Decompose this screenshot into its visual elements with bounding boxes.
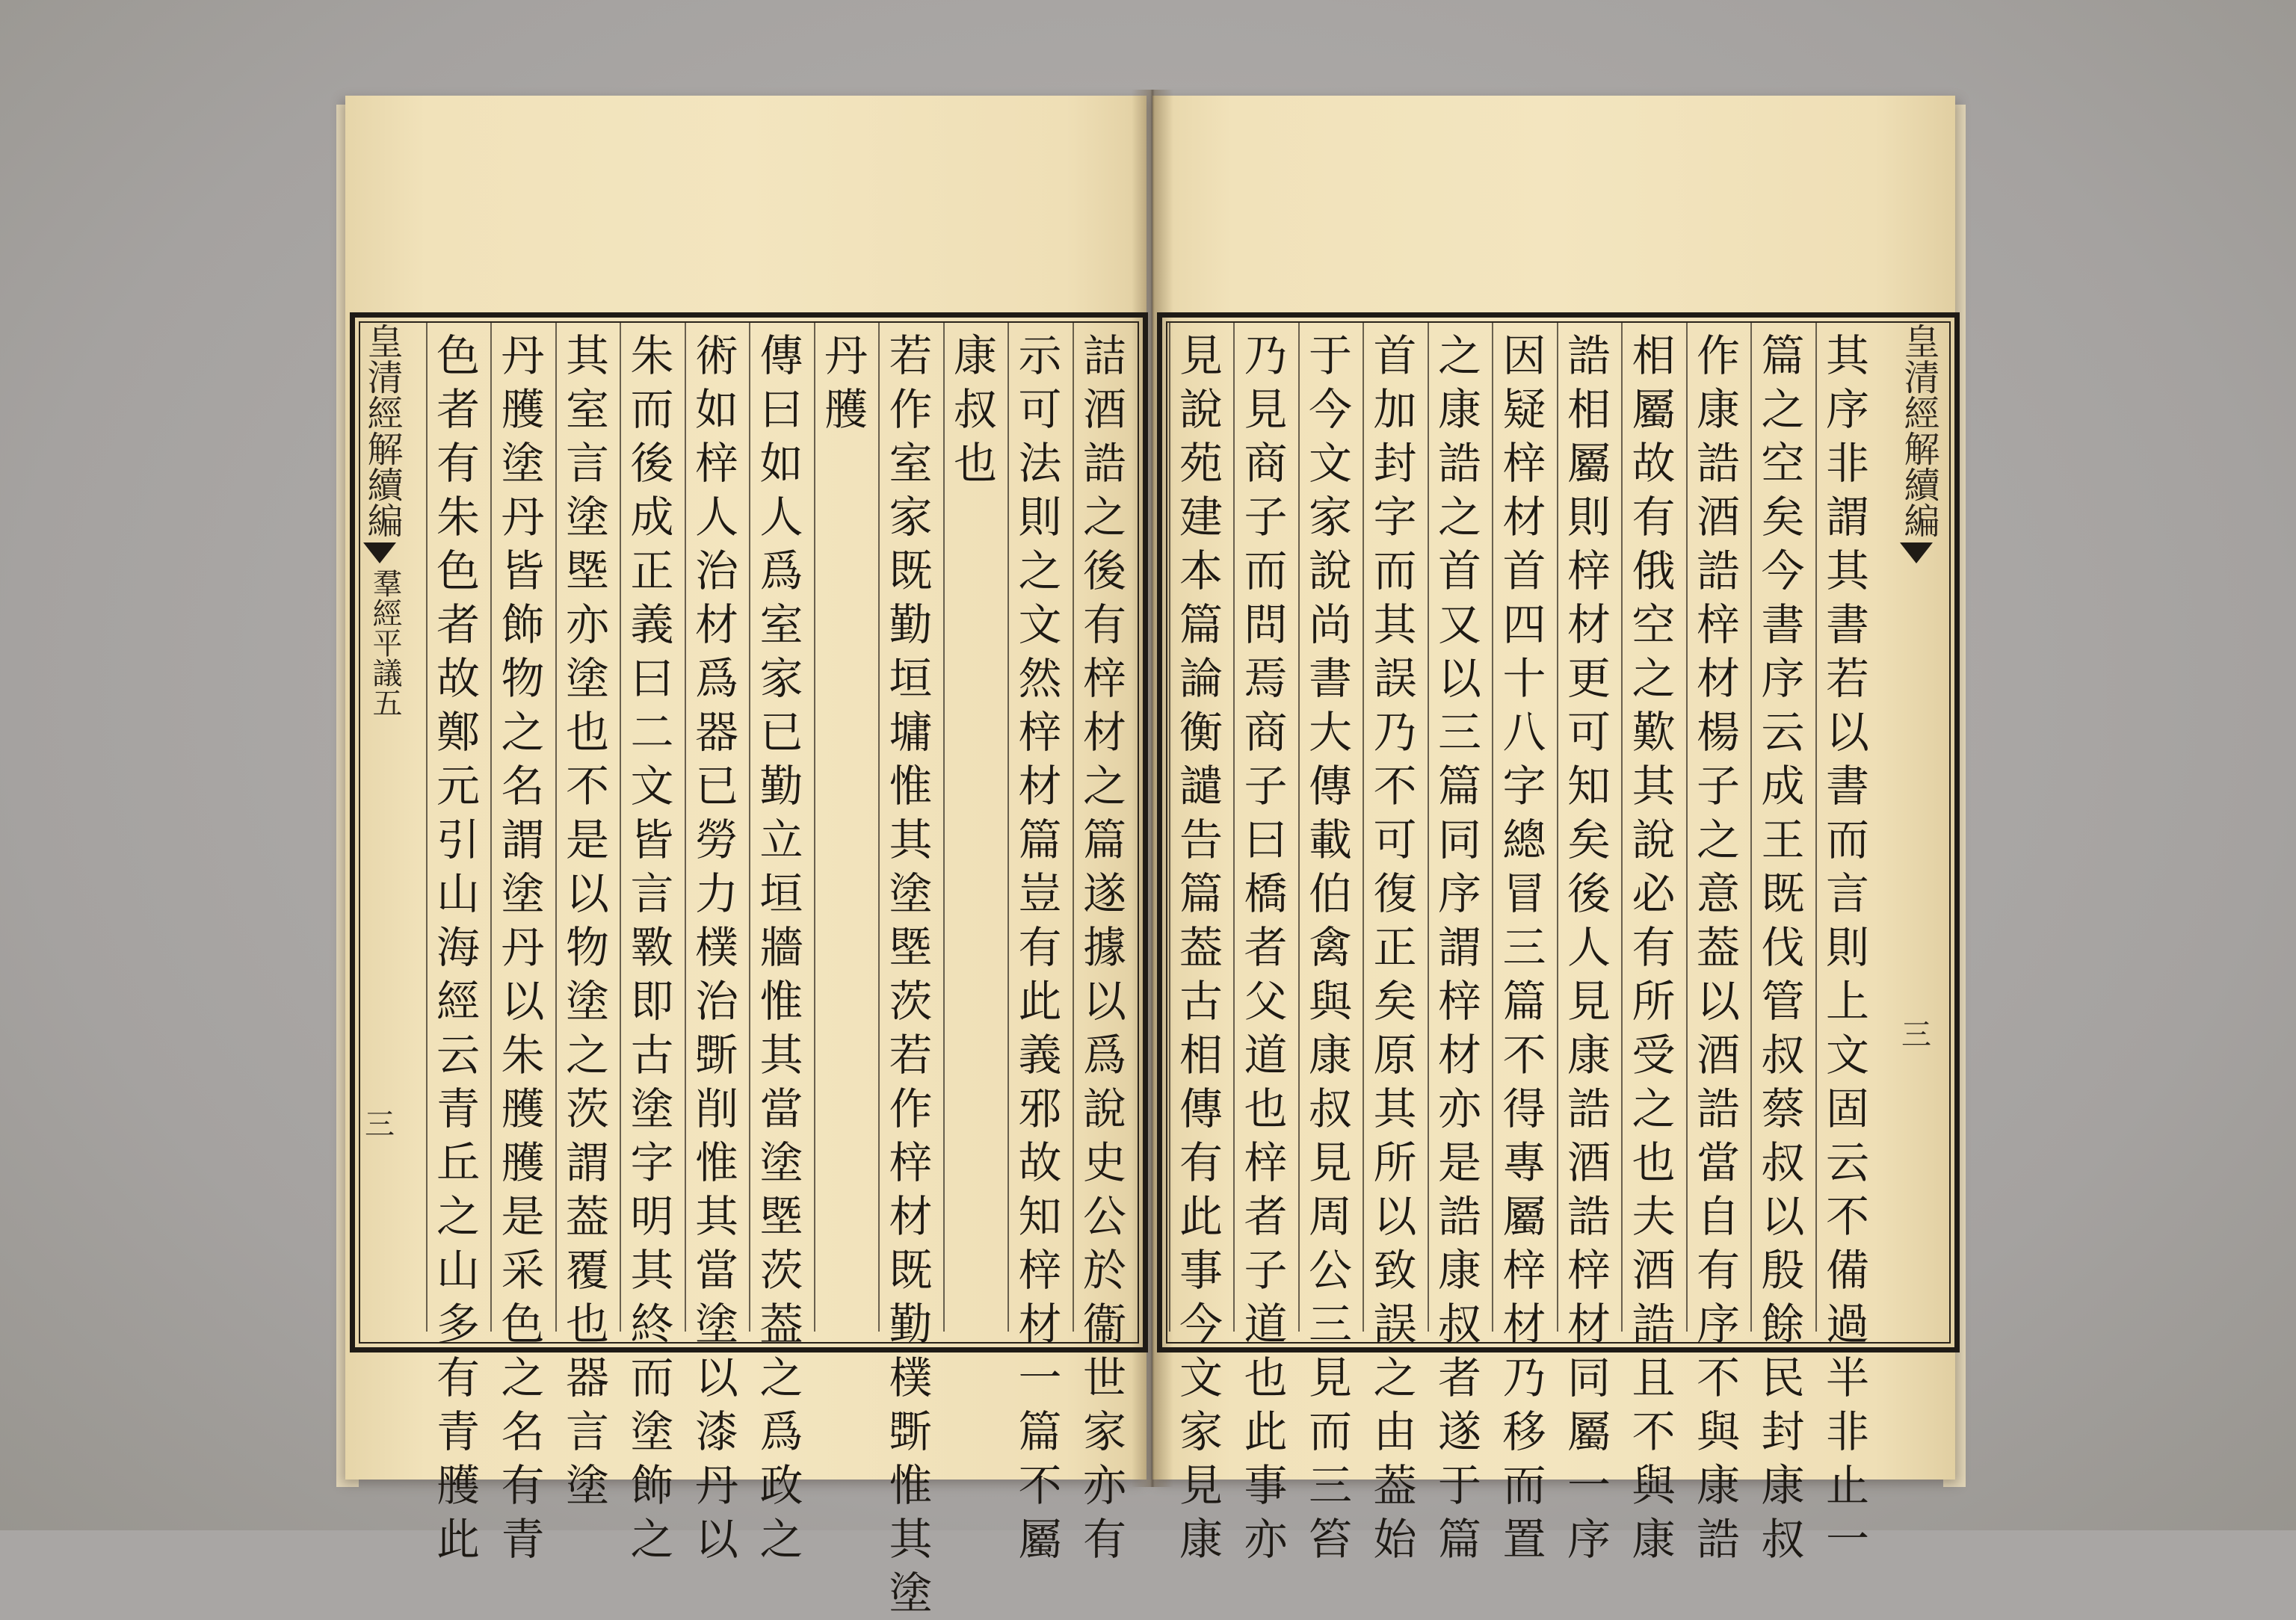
left-margin-band [353, 323, 407, 1332]
right-column-6: 因 疑 梓 材 首 四 十 八 字 總 冒 三 篇 不 得 專 屬 梓 材 乃 移 而 置 [1502, 330, 1546, 1565]
right-column-rule [1428, 323, 1429, 1332]
margin-folio: 三 [365, 1107, 395, 1142]
left-column-rule [620, 323, 621, 1332]
right-column-rule [1492, 323, 1493, 1332]
left-column-6: 傳 曰 如 人 爲 室 家 已 勤 立 垣 牆 惟 其 當 塗 塈 茨 葢 之 爲 政 之 [759, 330, 803, 1565]
left-column-7: 術 如 梓 人 治 材 爲 器 已 勞 力 樸 治 斲 削 惟 其 當 塗 以 漆 丹 以 [694, 330, 738, 1565]
right-column-10: 乃 見 商 子 而 問 焉 商 子 曰 橋 者 父 道 也 梓 者 子 道 也 此 事 亦 [1244, 330, 1288, 1565]
left-column-rule [814, 323, 815, 1332]
left-column-rule [878, 323, 880, 1332]
right-column-7: 之 康 誥 之 首 又 以 三 篇 同 序 謂 梓 材 亦 是 誥 康 叔 者 遂 于 篇 [1437, 330, 1481, 1565]
left-column-rule [1007, 323, 1009, 1332]
margin-section: 羣經平議五 [368, 568, 402, 717]
right-column-3: 作 康 誥 酒 誥 梓 材 楊 子 之 意 葢 以 酒 誥 當 自 有 序 不 與 康 誥 [1696, 330, 1740, 1565]
left-column-4: 若 作 室 家 既 勤 垣 墉 惟 其 塗 塈 茨 若 作 梓 材 既 勤 樸 斲 惟 其 塗 [889, 330, 933, 1619]
fishtail-ornament-icon [363, 542, 396, 563]
margin-title: 皇清經解續編 [361, 323, 403, 538]
left-column-9: 其 室 言 塗 塈 亦 塗 也 不 是 以 物 塗 之 茨 謂 葢 覆 也 器 言 塗 [565, 330, 609, 1511]
right-column-rule [1621, 323, 1623, 1332]
right-column-9: 于 今 文 家 說 尚 書 大 傳 載 伯 禽 與 康 叔 見 周 公 三 見 而 三 笞 [1308, 330, 1352, 1565]
right-column-1: 其 序 非 謂 其 書 若 以 書 而 言 則 上 文 固 云 不 備 過 半 非 止 一 [1825, 330, 1869, 1565]
right-column-rule [1557, 323, 1558, 1332]
right-column-8: 首 加 封 字 而 其 誤 乃 不 可 復 正 矣 原 其 所 以 致 誤 之 由 葢 始 [1373, 330, 1417, 1565]
right-column-rule [1298, 323, 1300, 1332]
left-column-rule [943, 323, 945, 1332]
right-column-5: 誥 相 屬 則 梓 材 更 可 知 矣 後 人 見 康 誥 酒 誥 梓 材 同 屬 一 序 [1567, 330, 1611, 1565]
left-column-rule [426, 323, 428, 1332]
right-column-rule [1750, 323, 1752, 1332]
left-column-rule [685, 323, 686, 1332]
left-column-3: 康 叔 也 [953, 330, 997, 489]
left-column-rule [1073, 323, 1074, 1332]
left-column-1: 詰 酒 誥 之 後 有 梓 材 之 篇 遂 據 以 爲 說 史 公 於 衞 世 家 亦 有 [1082, 330, 1126, 1565]
right-column-rule [1815, 323, 1817, 1332]
left-column-rule [555, 323, 557, 1332]
fishtail-ornament-icon [1900, 542, 1933, 563]
right-column-rule [1686, 323, 1688, 1332]
right-column-4: 相 屬 故 有 俄 空 之 歎 其 說 必 有 所 受 之 也 夫 酒 誥 且 不 與 康 [1632, 330, 1676, 1565]
right-column-rule [1363, 323, 1364, 1332]
margin-folio: 三 [1901, 1018, 1931, 1052]
right-column-2: 篇 之 空 矣 今 書 序 云 成 王 既 伐 管 叔 蔡 叔 以 殷 餘 民 封 康 叔 [1761, 330, 1805, 1565]
left-column-rule [490, 323, 492, 1332]
left-column-10: 丹 雘 塗 丹 皆 飾 物 之 名 謂 塗 丹 以 朱 雘 雘 是 采 色 之 名 有 青 [501, 330, 545, 1565]
left-column-2: 示 可 法 則 之 文 然 梓 材 篇 豈 有 此 義 邪 故 知 梓 材 一 篇 不 屬 [1018, 330, 1062, 1565]
left-column-5: 丹 雘 [824, 330, 868, 435]
right-column-11: 見 說 苑 建 本 篇 論 衡 譴 告 篇 葢 古 相 傳 有 此 事 今 文 家 見 康 [1179, 330, 1223, 1565]
right-column-rule [1233, 323, 1235, 1332]
left-column-11: 色 者 有 朱 色 者 故 鄭 元 引 山 海 經 云 青 丘 之 山 多 有 青 雘 此 [436, 330, 480, 1565]
right-column-rule [1169, 323, 1170, 1332]
right-margin-band [1889, 323, 1943, 1332]
margin-title: 皇清經解續編 [1898, 323, 1939, 538]
left-column-8: 朱 而 後 成 正 義 曰 二 文 皆 言 斁 即 古 塗 字 明 其 終 而 塗 飾 之 [630, 330, 674, 1565]
left-column-rule [749, 323, 750, 1332]
